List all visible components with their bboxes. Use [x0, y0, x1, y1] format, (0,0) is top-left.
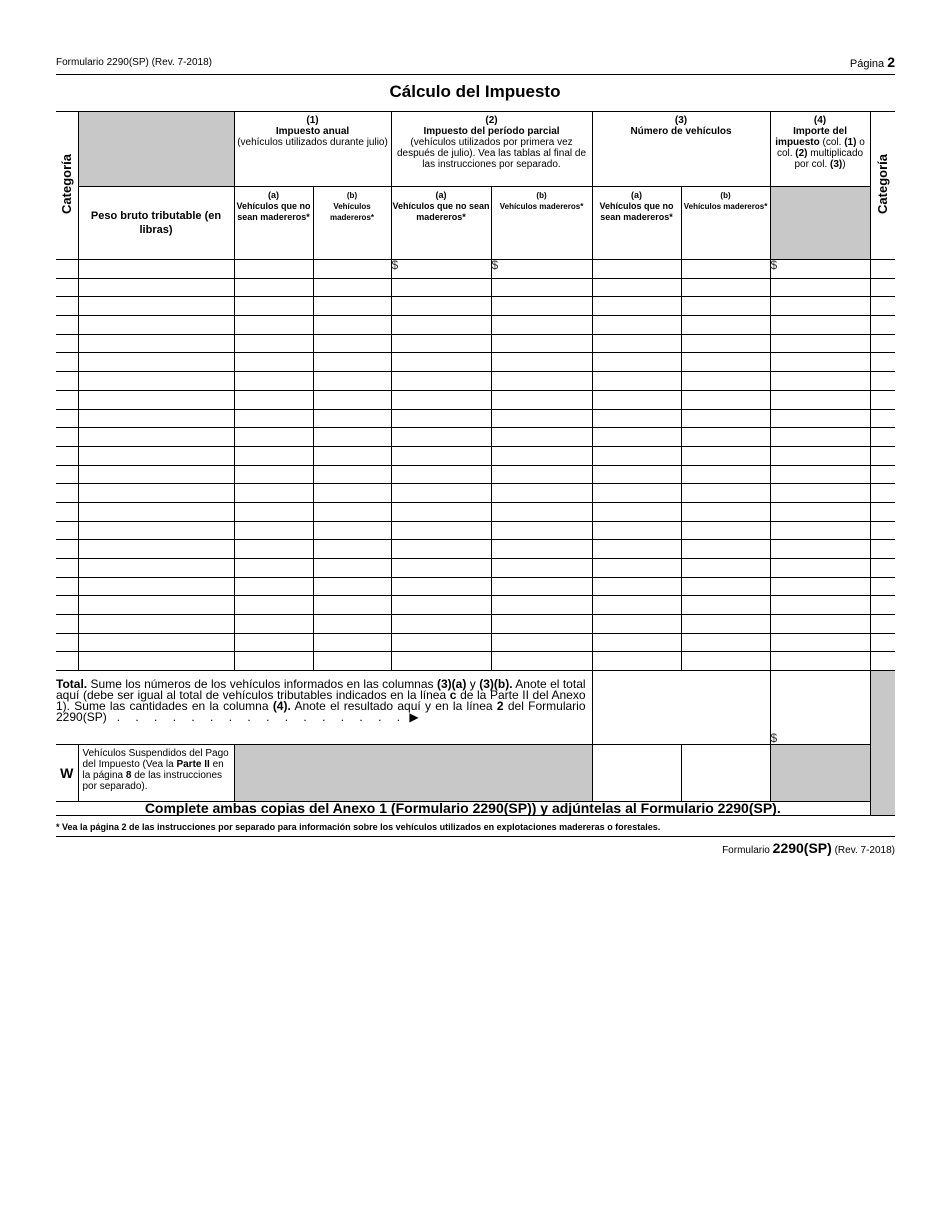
col3b-cell[interactable]	[681, 577, 770, 596]
col4-cell[interactable]	[770, 633, 870, 652]
col3b-cell[interactable]	[681, 428, 770, 447]
category-cell[interactable]	[56, 334, 78, 353]
col3a-cell[interactable]	[592, 372, 681, 391]
col2b-cell[interactable]	[491, 502, 592, 521]
table-row	[56, 615, 895, 634]
tax-computation-table	[56, 111, 895, 816]
col3b-header: (b) Vehículos madereros*	[681, 187, 770, 260]
category-cell[interactable]	[870, 484, 895, 503]
weight-cell[interactable]	[78, 577, 234, 596]
col2a-cell[interactable]	[391, 484, 491, 503]
col3a-cell[interactable]	[592, 633, 681, 652]
top-rule	[56, 74, 895, 75]
col2a-cell[interactable]	[391, 540, 491, 559]
col2b-cell[interactable]	[491, 278, 592, 297]
col2a-cell[interactable]	[391, 633, 491, 652]
col3a-cell[interactable]	[592, 540, 681, 559]
category-cell[interactable]	[870, 409, 895, 428]
col3a-cell[interactable]	[592, 390, 681, 409]
col1a-cell[interactable]	[234, 633, 313, 652]
col2b-cell[interactable]	[491, 297, 592, 316]
col1a-cell[interactable]	[234, 521, 313, 540]
category-cell[interactable]	[870, 559, 895, 578]
col2a-cell[interactable]	[391, 521, 491, 540]
category-cell[interactable]	[56, 278, 78, 297]
col1b-cell[interactable]	[313, 446, 391, 465]
col3b-cell[interactable]	[681, 260, 770, 279]
table-row	[56, 633, 895, 652]
category-cell[interactable]	[56, 521, 78, 540]
total-instructions: Total. Sume los números de los vehículos informados en las columnas (3)(a) y (3)(b). Anote el total aquí (debe ser igual al total de vehículos tributables indicados en la línea c de la Parte II del Anexo 1). Sume las cantidades en la columna (4). Anote el resultado aquí y en la línea 2 del Formulario 2290(SP) . . . . . . . . . . . . . . . . ▶	[56, 671, 592, 745]
col2a-cell[interactable]	[391, 297, 491, 316]
col4-cell[interactable]	[770, 390, 870, 409]
col3a-cell[interactable]	[592, 615, 681, 634]
col2a-cell[interactable]	[391, 278, 491, 297]
table-row	[56, 297, 895, 316]
col4-cell[interactable]	[770, 596, 870, 615]
category-cell[interactable]	[56, 652, 78, 671]
category-cell[interactable]	[56, 409, 78, 428]
col3b-cell[interactable]	[681, 615, 770, 634]
table-row	[56, 577, 895, 596]
col1a-cell[interactable]	[234, 297, 313, 316]
category-cell[interactable]	[56, 465, 78, 484]
complete-note-row	[56, 802, 895, 816]
col3a-cell[interactable]	[592, 596, 681, 615]
col2b-cell[interactable]	[491, 633, 592, 652]
col1b-cell[interactable]	[313, 484, 391, 503]
col3a-cell[interactable]	[592, 559, 681, 578]
col2-header: (2) Impuesto del período parcial (vehículos utilizados por primera vez después de julio). Vea las tablas al final de las instrucciones por separado.	[391, 112, 592, 187]
col1b-cell[interactable]	[313, 409, 391, 428]
table-row	[56, 446, 895, 465]
col3a-cell[interactable]	[592, 278, 681, 297]
col3b-cell[interactable]	[681, 596, 770, 615]
col4-cell[interactable]	[770, 278, 870, 297]
weight-cell[interactable]	[78, 297, 234, 316]
table-row	[56, 372, 895, 391]
col4-cell[interactable]	[770, 260, 870, 279]
col1b-cell[interactable]	[313, 540, 391, 559]
col1a-cell[interactable]	[234, 316, 313, 335]
col2a-cell[interactable]	[391, 353, 491, 372]
col1a-cell[interactable]	[234, 615, 313, 634]
col1b-cell[interactable]	[313, 559, 391, 578]
shaded-cell	[870, 671, 895, 802]
col4-cell[interactable]	[770, 297, 870, 316]
col1b-cell[interactable]	[313, 334, 391, 353]
col4-cell[interactable]	[770, 521, 870, 540]
table-row	[56, 559, 895, 578]
col3b-cell[interactable]	[681, 559, 770, 578]
col3b-cell[interactable]	[681, 652, 770, 671]
category-cell[interactable]	[56, 615, 78, 634]
category-cell[interactable]	[870, 652, 895, 671]
total-tax-field[interactable]	[770, 671, 870, 745]
col3a-cell[interactable]	[592, 577, 681, 596]
col1b-cell[interactable]	[313, 260, 391, 279]
col2a-cell[interactable]	[391, 559, 491, 578]
category-cell[interactable]	[870, 633, 895, 652]
category-cell[interactable]	[56, 390, 78, 409]
col2b-cell[interactable]	[491, 446, 592, 465]
col2b-cell[interactable]	[491, 521, 592, 540]
weight-header: Peso bruto tributable (en libras)	[78, 187, 234, 260]
col3a-cell[interactable]	[592, 446, 681, 465]
col2b-cell[interactable]	[491, 484, 592, 503]
weight-cell[interactable]	[78, 428, 234, 447]
category-cell[interactable]	[56, 297, 78, 316]
dollar-sign: $	[391, 258, 399, 272]
col1b-cell[interactable]	[313, 577, 391, 596]
col2b-cell[interactable]	[491, 559, 592, 578]
col1a-cell[interactable]	[234, 540, 313, 559]
category-cell[interactable]	[56, 502, 78, 521]
shaded-cell	[234, 745, 592, 802]
category-cell[interactable]	[870, 502, 895, 521]
col1b-cell[interactable]	[313, 390, 391, 409]
col3a-cell[interactable]	[592, 353, 681, 372]
shaded-cell	[870, 802, 895, 816]
col3b-cell[interactable]	[681, 465, 770, 484]
table-row	[56, 278, 895, 297]
table-row	[56, 540, 895, 559]
table-row	[56, 652, 895, 671]
col3a-cell[interactable]	[592, 260, 681, 279]
col1b-cell[interactable]	[313, 596, 391, 615]
col2a-cell[interactable]	[391, 596, 491, 615]
col3a-cell[interactable]	[592, 316, 681, 335]
category-cell[interactable]	[870, 390, 895, 409]
suspended-col3a-field[interactable]	[592, 745, 681, 802]
col1b-cell[interactable]	[313, 652, 391, 671]
col3b-cell[interactable]	[681, 540, 770, 559]
col1a-cell[interactable]	[234, 260, 313, 279]
col3a-cell[interactable]	[592, 484, 681, 503]
col2a-cell[interactable]	[391, 577, 491, 596]
category-cell[interactable]	[870, 372, 895, 391]
dollar-sign: $	[770, 258, 778, 272]
weight-cell[interactable]	[78, 596, 234, 615]
col1b-cell[interactable]	[313, 353, 391, 372]
table-row	[56, 316, 895, 335]
col3b-cell[interactable]	[681, 446, 770, 465]
col1a-cell[interactable]	[234, 372, 313, 391]
col4-cell[interactable]	[770, 502, 870, 521]
category-cell[interactable]	[870, 446, 895, 465]
weight-cell[interactable]	[78, 316, 234, 335]
col2b-cell[interactable]	[491, 615, 592, 634]
col1b-cell[interactable]	[313, 278, 391, 297]
col1a-cell[interactable]	[234, 577, 313, 596]
table-row	[56, 502, 895, 521]
suspended-col3b-field[interactable]	[681, 745, 770, 802]
col2a-cell[interactable]	[391, 428, 491, 447]
category-cell[interactable]	[56, 260, 78, 279]
col2b-header: (b) Vehículos madereros*	[491, 187, 592, 260]
page-number: Página 2	[849, 54, 895, 70]
col1a-cell[interactable]	[234, 409, 313, 428]
category-cell[interactable]	[870, 428, 895, 447]
table-row	[56, 484, 895, 503]
col2b-cell[interactable]	[491, 353, 592, 372]
col2b-cell[interactable]	[491, 540, 592, 559]
col2a-cell[interactable]	[391, 372, 491, 391]
col2b-cell[interactable]	[491, 596, 592, 615]
col3a-cell[interactable]	[592, 521, 681, 540]
total-vehicles-field[interactable]	[592, 671, 770, 745]
col3a-cell[interactable]	[592, 652, 681, 671]
col4-cell[interactable]	[770, 409, 870, 428]
weight-cell[interactable]	[78, 484, 234, 503]
form-id-header: Formulario 2290(SP) (Rev. 7-2018)	[56, 57, 212, 68]
weight-cell[interactable]	[78, 521, 234, 540]
col4-cell[interactable]	[770, 353, 870, 372]
col1b-cell[interactable]	[313, 297, 391, 316]
weight-cell[interactable]	[78, 334, 234, 353]
category-cell[interactable]	[870, 353, 895, 372]
col1a-cell[interactable]	[234, 652, 313, 671]
col1b-cell[interactable]	[313, 428, 391, 447]
col1a-cell[interactable]	[234, 334, 313, 353]
col3b-cell[interactable]	[681, 297, 770, 316]
table-row	[56, 465, 895, 484]
footnote: * Vea la página 2 de las instrucciones por separado para información sobre los vehículos utilizados en explotaciones madereras o forestales.	[56, 822, 661, 832]
col1a-cell[interactable]	[234, 390, 313, 409]
col1a-cell[interactable]	[234, 484, 313, 503]
category-cell[interactable]	[56, 446, 78, 465]
col1b-cell[interactable]	[313, 615, 391, 634]
col3a-cell[interactable]	[592, 428, 681, 447]
col2a-cell[interactable]	[391, 260, 491, 279]
col4-cell[interactable]	[770, 465, 870, 484]
col2b-cell[interactable]	[491, 260, 592, 279]
weight-cell[interactable]	[78, 446, 234, 465]
category-cell[interactable]	[870, 316, 895, 335]
col4-cell[interactable]	[770, 446, 870, 465]
col1a-cell[interactable]	[234, 278, 313, 297]
category-cell[interactable]	[870, 278, 895, 297]
weight-cell[interactable]	[78, 390, 234, 409]
weight-cell[interactable]	[78, 278, 234, 297]
col2b-cell[interactable]	[491, 334, 592, 353]
col3b-cell[interactable]	[681, 372, 770, 391]
col4-cell[interactable]	[770, 615, 870, 634]
table-row	[56, 596, 895, 615]
col2a-cell[interactable]	[391, 465, 491, 484]
col4-cell[interactable]	[770, 372, 870, 391]
col2b-cell[interactable]	[491, 409, 592, 428]
total-row	[56, 671, 895, 745]
weight-cell[interactable]	[78, 615, 234, 634]
category-cell[interactable]	[56, 577, 78, 596]
col3b-cell[interactable]	[681, 484, 770, 503]
category-cell[interactable]	[870, 596, 895, 615]
col2a-cell[interactable]	[391, 316, 491, 335]
suspended-description: Vehículos Suspendidos del Pago del Impuesto (Vea la Parte II en la página 8 de las instrucciones por separado).	[78, 745, 234, 802]
category-cell[interactable]	[870, 260, 895, 279]
col1a-cell[interactable]	[234, 465, 313, 484]
shaded-cell	[78, 112, 234, 187]
col2a-header: (a) Vehículos que no sean madereros*	[391, 187, 491, 260]
col3-header: (3) Número de vehículos	[592, 112, 770, 187]
category-cell[interactable]	[870, 334, 895, 353]
category-cell[interactable]	[56, 484, 78, 503]
col1b-cell[interactable]	[313, 502, 391, 521]
col2b-cell[interactable]	[491, 372, 592, 391]
col1a-cell[interactable]	[234, 502, 313, 521]
col3b-cell[interactable]	[681, 316, 770, 335]
col4-cell[interactable]	[770, 484, 870, 503]
category-cell[interactable]	[56, 372, 78, 391]
table-row	[56, 334, 895, 353]
col1a-cell[interactable]	[234, 446, 313, 465]
weight-cell[interactable]	[78, 465, 234, 484]
col4-cell[interactable]	[770, 334, 870, 353]
col4-header: (4) Importe del impuesto (col. (1) o col. (2) multiplicado por col. (3))	[770, 112, 870, 187]
col4-cell[interactable]	[770, 559, 870, 578]
header-row-1	[56, 112, 895, 187]
weight-cell[interactable]	[78, 372, 234, 391]
col3b-cell[interactable]	[681, 390, 770, 409]
category-header-left: Categoría	[56, 112, 78, 260]
col3b-cell[interactable]	[681, 334, 770, 353]
table-row	[56, 260, 895, 279]
table-row	[56, 521, 895, 540]
weight-cell[interactable]	[78, 633, 234, 652]
col1-header: (1) Impuesto anual (vehículos utilizados durante julio)	[234, 112, 391, 187]
col1b-cell[interactable]	[313, 521, 391, 540]
category-cell[interactable]	[870, 521, 895, 540]
table-row	[56, 353, 895, 372]
weight-cell[interactable]	[78, 540, 234, 559]
category-cell[interactable]	[870, 297, 895, 316]
category-cell[interactable]	[56, 540, 78, 559]
category-cell[interactable]	[56, 316, 78, 335]
col4-cell[interactable]	[770, 577, 870, 596]
dollar-sign: $	[491, 258, 499, 272]
category-header-right: Categoría	[870, 112, 895, 260]
shaded-cell	[770, 745, 870, 802]
col4-cell[interactable]	[770, 652, 870, 671]
col3a-cell[interactable]	[592, 297, 681, 316]
category-cell[interactable]	[870, 540, 895, 559]
table-row	[56, 409, 895, 428]
col4-cell[interactable]	[770, 428, 870, 447]
col2a-cell[interactable]	[391, 390, 491, 409]
col1b-cell[interactable]	[313, 465, 391, 484]
table-row	[56, 390, 895, 409]
weight-cell[interactable]	[78, 409, 234, 428]
col3a-header: (a) Vehículos que no sean madereros*	[592, 187, 681, 260]
col3b-cell[interactable]	[681, 353, 770, 372]
col1a-header: (a) Vehículos que no sean madereros*	[234, 187, 313, 260]
table-row	[56, 428, 895, 447]
weight-cell[interactable]	[78, 353, 234, 372]
col2a-cell[interactable]	[391, 615, 491, 634]
category-cell[interactable]	[56, 559, 78, 578]
col2b-cell[interactable]	[491, 428, 592, 447]
col2a-cell[interactable]	[391, 409, 491, 428]
category-cell[interactable]	[56, 633, 78, 652]
weight-cell[interactable]	[78, 652, 234, 671]
col3b-cell[interactable]	[681, 409, 770, 428]
col3a-cell[interactable]	[592, 409, 681, 428]
form-id-footer: Formulario 2290(SP) (Rev. 7-2018)	[722, 840, 895, 856]
category-w-label: W	[56, 745, 78, 802]
col2b-cell[interactable]	[491, 577, 592, 596]
col2a-cell[interactable]	[391, 502, 491, 521]
weight-cell[interactable]	[78, 559, 234, 578]
suspended-row	[56, 745, 895, 802]
col3b-cell[interactable]	[681, 502, 770, 521]
category-cell[interactable]	[870, 577, 895, 596]
category-cell[interactable]	[56, 596, 78, 615]
col3a-cell[interactable]	[592, 334, 681, 353]
col2b-cell[interactable]	[491, 390, 592, 409]
col1b-header: (b) Vehículos madereros*	[313, 187, 391, 260]
col3b-cell[interactable]	[681, 278, 770, 297]
page-title: Cálculo del Impuesto	[389, 82, 561, 101]
col3b-cell[interactable]	[681, 633, 770, 652]
col2a-cell[interactable]	[391, 334, 491, 353]
col3a-cell[interactable]	[592, 465, 681, 484]
shaded-cell	[770, 187, 870, 260]
col1a-cell[interactable]	[234, 428, 313, 447]
col2b-cell[interactable]	[491, 652, 592, 671]
col1b-cell[interactable]	[313, 633, 391, 652]
weight-cell[interactable]	[78, 260, 234, 279]
col3a-cell[interactable]	[592, 502, 681, 521]
col1a-cell[interactable]	[234, 353, 313, 372]
col2a-cell[interactable]	[391, 446, 491, 465]
header-row-2	[56, 187, 895, 260]
complete-note: Complete ambas copias del Anexo 1 (Formulario 2290(SP)) y adjúntelas al Formulario 2290(SP).	[56, 802, 870, 816]
col4-cell[interactable]	[770, 540, 870, 559]
col3b-cell[interactable]	[681, 521, 770, 540]
category-cell[interactable]	[870, 465, 895, 484]
bottom-rule	[56, 836, 895, 837]
category-cell[interactable]	[56, 428, 78, 447]
col2a-cell[interactable]	[391, 652, 491, 671]
category-cell[interactable]	[870, 615, 895, 634]
col1b-cell[interactable]	[313, 372, 391, 391]
col2b-cell[interactable]	[491, 465, 592, 484]
col1a-cell[interactable]	[234, 596, 313, 615]
col4-cell[interactable]	[770, 316, 870, 335]
category-cell[interactable]	[56, 353, 78, 372]
weight-cell[interactable]	[78, 502, 234, 521]
col1b-cell[interactable]	[313, 316, 391, 335]
dollar-sign: $	[770, 731, 778, 746]
col1a-cell[interactable]	[234, 559, 313, 578]
col2b-cell[interactable]	[491, 316, 592, 335]
